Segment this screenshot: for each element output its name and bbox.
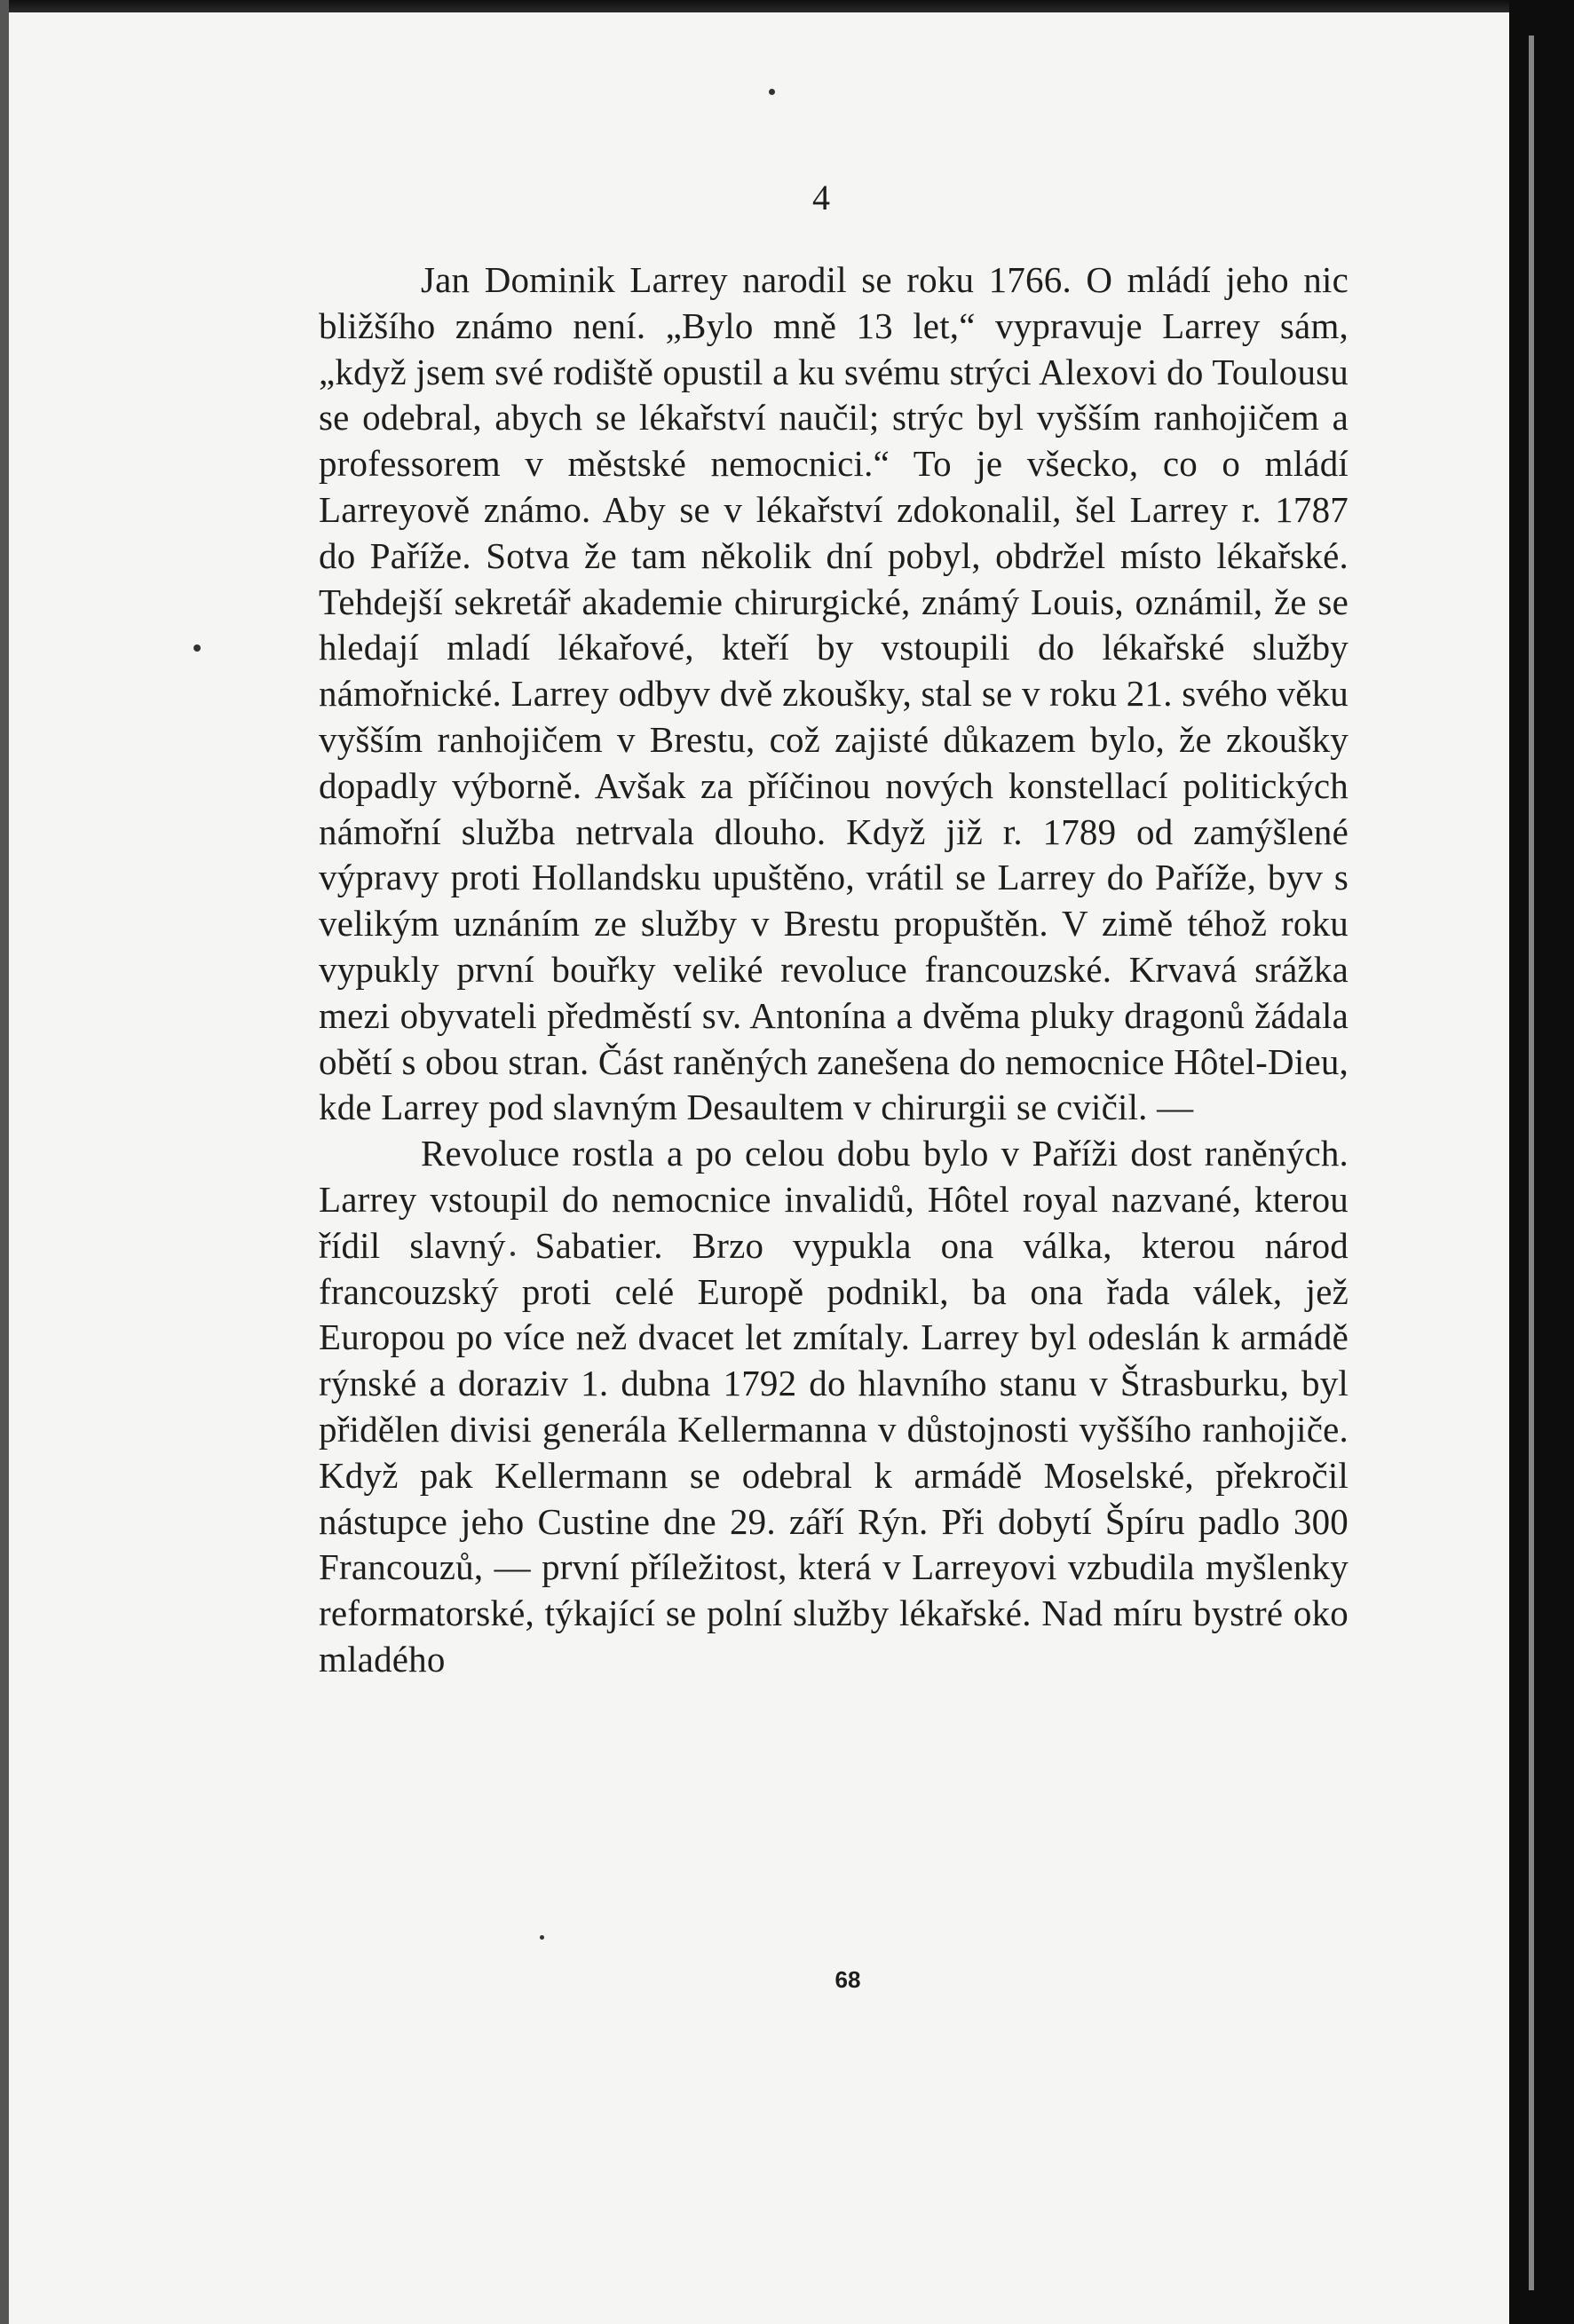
paragraph-1: Jan Dominik Larrey narodil se roku 1766. O mládí jeho nic bližšího známo není. „Bylo mně 13 let,“ vypravuje Larrey sám, „když jsem své rodiště opustil a ku svému strýci Alexovi do Toulousu se odebral, abych se lékařství naučil; strýc byl vyšším ranhojičem a professorem v městské nemocnici.“ To je všecko, co o mládí Larreyově známo. Aby se v lékařství zdokonalil, šel Larrey r. 1787 do Paříže. Sotva že tam několik dní pobyl, obdržel místo lékařské. Tehdejší sekretář akademie chirurgické, známý Louis, oznámil, že se hledají mladí lékařové, kteří by vstoupili do lékařské služby námořnické. Larrey odbyv dvě zkoušky, stal se v roku 21. svého věku vyšším ranhojičem v Brestu, což zajisté důkazem bylo, že zkoušky dopadly výborně. Avšak za příčinou nových konstellací politických námořní služba netrvala dlouho. Když již r. 1789 od zamýšlené výpravy proti Hollandsku upuštěno, vrátil se Larrey do Paříže, byv s velikým uznáním ze služby v Brestu propuštěn. V zimě téhož roku vypukly první bouřky veliké revoluce francouzské. Krvavá srážka mezi obyvateli předměstí sv. Antonína a dvěma pluky dragonů žádala obětí s obou stran. Část raněných zanešena do nemocnice Hôtel-Dieu, kde Larrey pod slavným Desaultem v chirurgii se cvičil. — — [319, 259, 1349, 1128]
scan-top-edge — [0, 0, 1574, 12]
page-number: 4 — [812, 178, 830, 217]
scan-speck — [194, 644, 201, 652]
scan-speck — [540, 1935, 544, 1940]
scan-speck — [769, 89, 775, 95]
page-body-text — [319, 257, 1349, 1683]
scan-left-edge — [0, 0, 9, 2324]
scan-right-border-highlight — [1529, 36, 1534, 2290]
scan-right-border — [1509, 0, 1574, 2324]
sheet-number: 68 — [834, 1966, 861, 1993]
paragraph-2: Revoluce rostla a po celou dobu bylo v Paříži dost raněných. Larrey vstoupil do nemocnice invalidů, Hôtel royal nazvané, kterou řídil slavný Sabatier. Brzo vypukla ona válka, kterou národ francouzský proti celé Europě podnikl, ba ona řada válek, jež Europou po více než dvacet let zmítaly. Larrey byl odeslán k armádě rýnské a doraziv 1. dubna 1792 do hlavního stanu v Štrasburku, byl přidělen divisi generála Kellermanna v důstojnosti vyššího ranhojiče. Když pak Kellermann se odebral k armádě Moselské, překročil nástupce jeho Custine dne 29. září Rýn. Při dobytí Špíru padlo 300 Francouzů, — první příležitost, která v Larreyovi vzbudila myšlenky reformatorské, týkající se polní služby lékařské. Nad míru bystré oko mladého — [319, 1133, 1349, 1680]
